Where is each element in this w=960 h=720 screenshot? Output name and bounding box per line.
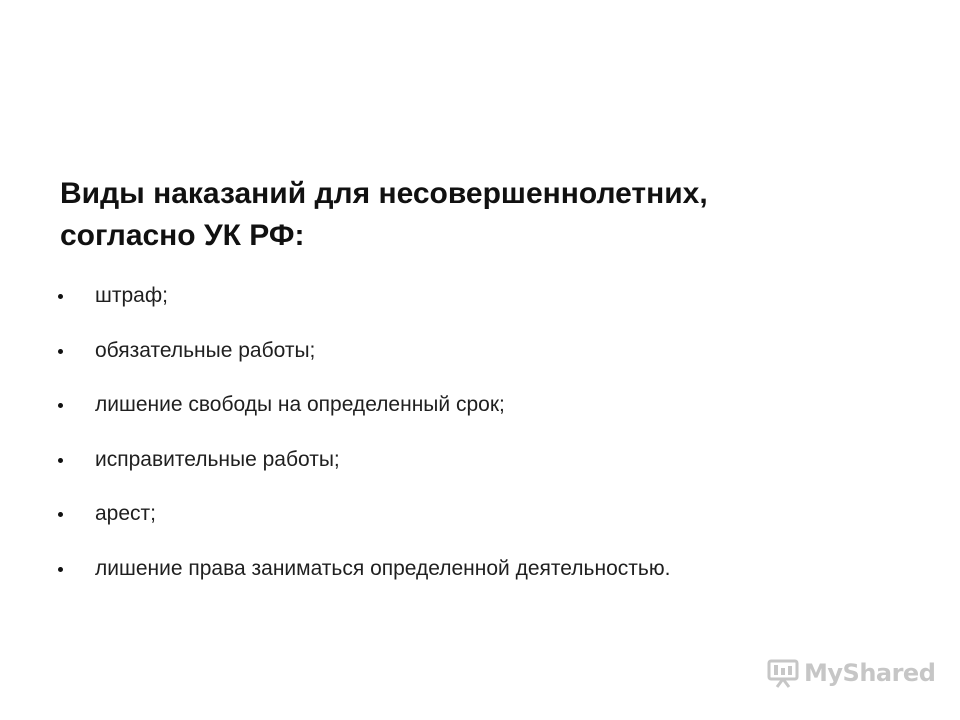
mysahred-watermark [766,656,935,690]
list-item-text: штраф; [95,284,168,307]
slide-title [60,173,920,257]
bullet-dot-icon [58,294,63,299]
list-item-text: арест; [95,502,156,525]
list-item [56,494,936,549]
list-item-text: лишение свободы на определенный срок; [95,393,505,416]
presentation-icon [766,656,800,690]
list-item-text: лишение права заниматься определенной деятельностью. [95,556,671,580]
bullet-dot-icon [58,403,63,408]
list-item [56,331,936,386]
bullet-dot-icon [58,458,63,463]
list-item [56,440,936,495]
punishment-list [56,276,936,603]
slide-title-line-2: согласно УК РФ: [60,219,305,252]
bullet-dot-icon [58,512,63,517]
watermark-text: MyShared [804,659,936,687]
list-item [56,549,936,604]
bullet-dot-icon [58,567,63,572]
list-item [56,276,936,331]
bullet-dot-icon [58,349,63,354]
list-item-text: обязательные работы; [95,338,316,362]
list-item-text: исправительные работы; [95,447,340,471]
list-item [56,385,936,440]
slide-title-line-1: Виды наказаний для несовершеннолетних, [60,177,708,210]
